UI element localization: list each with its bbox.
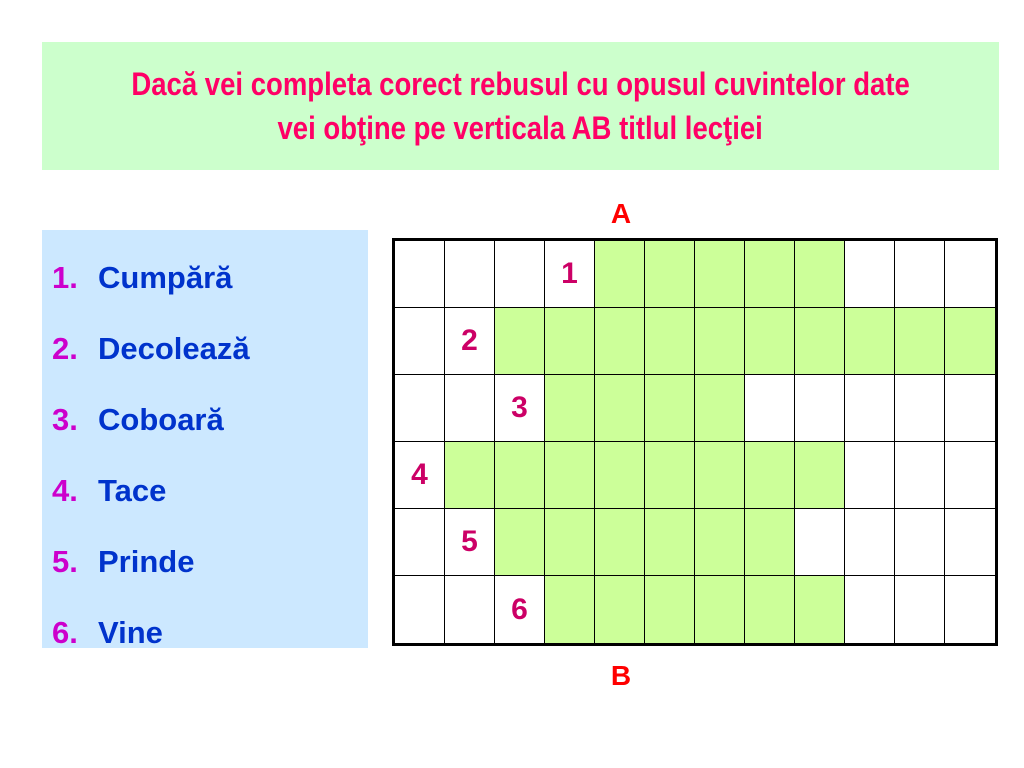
grid-cell: [795, 509, 845, 576]
title-banner: [42, 42, 999, 170]
answer-cell: [745, 509, 795, 576]
clue-text: Coboară: [98, 401, 224, 437]
answer-cell: [745, 241, 795, 308]
answer-cell: [545, 442, 595, 509]
grid-cell: [945, 442, 995, 509]
clue-number: 3.: [52, 401, 78, 437]
answer-cell: [645, 241, 695, 308]
clue-number: 2.: [52, 330, 78, 366]
clue-number: 1.: [52, 259, 78, 295]
grid-cell: [395, 241, 445, 308]
answer-cell: [645, 509, 695, 576]
answer-cell: [695, 576, 745, 643]
clue-item: [42, 455, 368, 526]
grid-cell: [445, 375, 495, 442]
clue-item: [42, 597, 368, 668]
label-b: B: [610, 660, 632, 691]
grid-cell: [945, 241, 995, 308]
clue-item: [42, 526, 368, 597]
answer-cell: [595, 442, 645, 509]
row-number-cell: 1: [545, 241, 595, 308]
grid-cell: [395, 375, 445, 442]
answer-cell: [645, 375, 695, 442]
answer-cell: [645, 576, 695, 643]
answer-cell: [595, 375, 645, 442]
clue-item: [42, 313, 368, 384]
answer-cell: [895, 308, 945, 375]
answer-cell: [845, 308, 895, 375]
row-number-cell: 5: [445, 509, 495, 576]
grid-cell: [845, 509, 895, 576]
grid-cell: [845, 375, 895, 442]
answer-cell: [695, 308, 745, 375]
clue-text: Vine: [98, 614, 163, 650]
answer-cell: [645, 308, 695, 375]
grid-cell: [445, 241, 495, 308]
row-number-cell: 2: [445, 308, 495, 375]
answer-cell: [695, 509, 745, 576]
answer-cell: [545, 375, 595, 442]
clue-number: 4.: [52, 472, 78, 508]
answer-cell: [795, 442, 845, 509]
grid-cell: [945, 576, 995, 643]
answer-cell: [495, 442, 545, 509]
clue-text: Prinde: [98, 543, 195, 579]
answer-cell: [645, 442, 695, 509]
answer-cell: [945, 308, 995, 375]
crossword-grid: [392, 238, 998, 646]
title-line-2: vei obţine pe verticala AB titlul lecţiei: [277, 110, 764, 146]
answer-cell: [745, 442, 795, 509]
grid-cell: [845, 576, 895, 643]
answer-cell: [595, 509, 645, 576]
grid-cell: [895, 375, 945, 442]
answer-cell: [795, 576, 845, 643]
grid-cell: [495, 241, 545, 308]
clue-text: Decolează: [98, 330, 250, 366]
grid-cell: [745, 375, 795, 442]
grid-cell: [845, 241, 895, 308]
grid-cell: [395, 308, 445, 375]
answer-cell: [545, 308, 595, 375]
row-number-cell: 6: [495, 576, 545, 643]
grid-cell: [445, 576, 495, 643]
answer-cell: [595, 308, 645, 375]
grid-cell: [395, 576, 445, 643]
clue-item: [42, 384, 368, 455]
answer-cell: [445, 442, 495, 509]
clue-text: Cumpără: [98, 259, 233, 295]
answer-cell: [795, 308, 845, 375]
answer-cell: [495, 308, 545, 375]
answer-cell: [695, 241, 745, 308]
clue-number: 6.: [52, 614, 78, 650]
answer-cell: [545, 576, 595, 643]
grid-cell: [795, 375, 845, 442]
answer-cell: [595, 241, 645, 308]
clue-item: [42, 242, 368, 313]
grid-cell: [895, 241, 945, 308]
row-number-cell: 3: [495, 375, 545, 442]
answer-cell: [695, 375, 745, 442]
grid-cell: [895, 442, 945, 509]
grid-cell: [895, 509, 945, 576]
answer-cell: [745, 308, 795, 375]
answer-cell: [595, 576, 645, 643]
answer-cell: [495, 509, 545, 576]
grid-cell: [895, 576, 945, 643]
row-number-cell: 4: [395, 442, 445, 509]
grid-cell: [395, 509, 445, 576]
grid-cell: [945, 375, 995, 442]
title-line-1: Dacă vei completa corect rebusul cu opusul cuvintelor date: [131, 66, 910, 102]
grid-cell: [945, 509, 995, 576]
grid-cell: [845, 442, 895, 509]
answer-cell: [695, 442, 745, 509]
label-a: A: [610, 198, 632, 229]
answer-cell: [795, 241, 845, 308]
answer-cell: [545, 509, 595, 576]
clue-number: 5.: [52, 543, 78, 579]
clue-text: Tace: [98, 472, 167, 508]
answer-cell: [745, 576, 795, 643]
clue-list: [42, 230, 368, 648]
